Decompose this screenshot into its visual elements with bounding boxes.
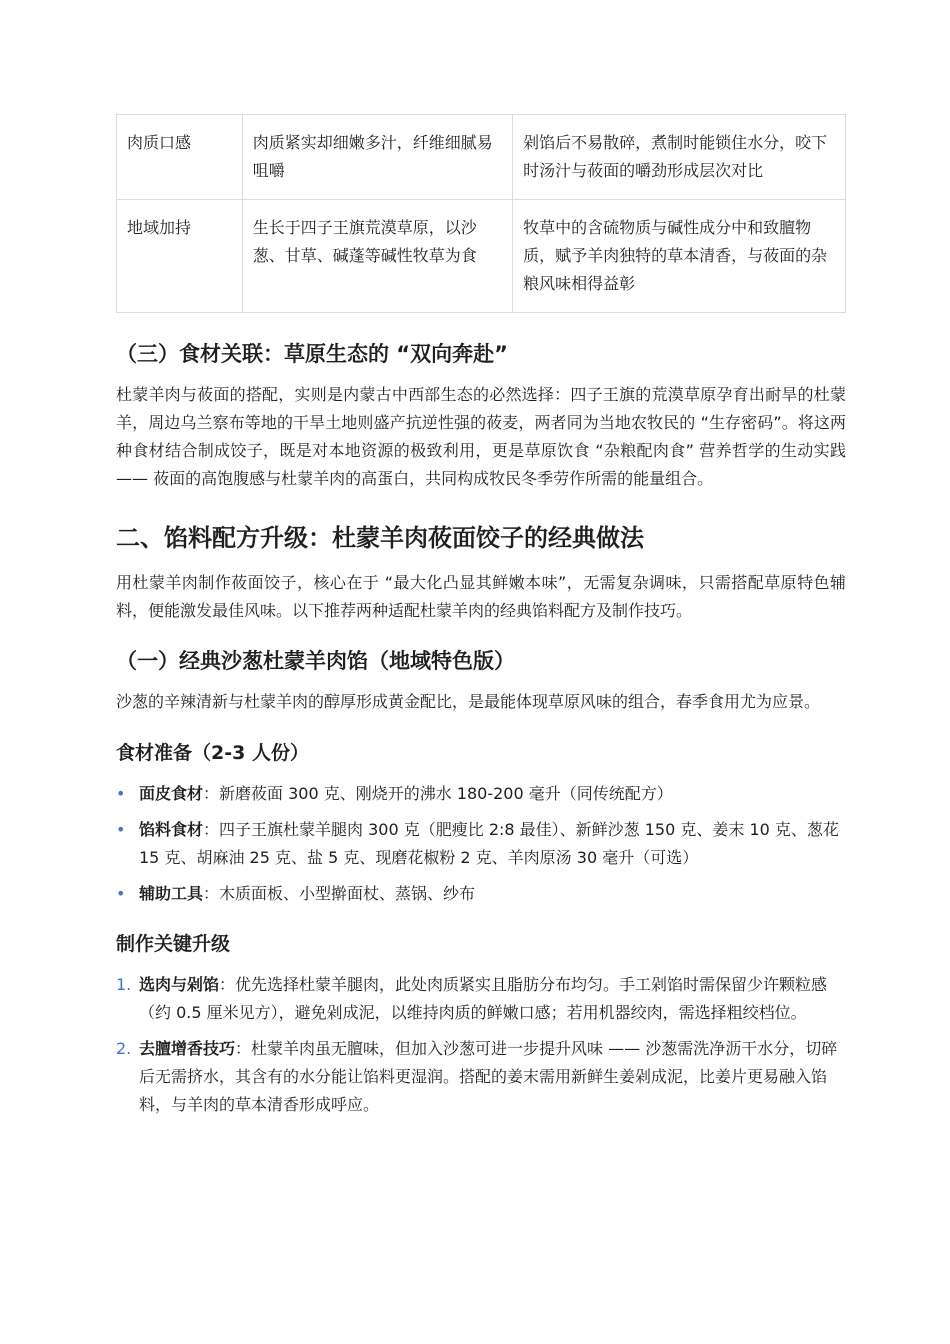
item-label: 面皮食材 (139, 784, 204, 803)
ingredients-list (116, 780, 846, 908)
item-label: 辅助工具 (139, 884, 204, 903)
item-label: 馅料食材 (139, 820, 204, 839)
chapter-body: 用杜蒙羊肉制作莜面饺子，核心在于 “最大化凸显其鲜嫩本味”，无需复杂调味，只需搭配草原特色辅料，便能激发最佳风味。以下推荐两种适配杜蒙羊肉的经典馅料配方及制作技巧。 (116, 573, 846, 620)
list-item (116, 880, 846, 908)
item-text: ：优先选择杜蒙羊腿肉，此处肉质紧实且脂肪分布均匀。手工剁馅时需保留少许颗粒感（约 0.5 厘米见方），避免剁成泥，以维持肉质的鲜嫩口感；若用机器绞肉，需选择粗绞档位。 (139, 975, 828, 1022)
ingredients-heading: 食材准备（2-3 人份） (116, 742, 309, 764)
list-item (116, 780, 846, 808)
step-number: 2. (116, 1039, 132, 1058)
bullet-icon: • (116, 820, 126, 839)
table-cell: 肉质口感 (117, 115, 243, 200)
document-page (116, 114, 846, 1127)
step-number: 1. (116, 975, 132, 994)
steps-list (116, 971, 846, 1119)
table-row (117, 115, 846, 200)
item-label: 去膻增香技巧 (139, 1039, 236, 1058)
chapter-heading: 二、馅料配方升级：杜蒙羊肉莜面饺子的经典做法 (116, 524, 644, 552)
section-body: 杜蒙羊肉与莜面的搭配，实则是内蒙古中西部生态的必然选择：四子王旗的荒漠草原孕育出耐旱的杜蒙羊，周边乌兰察布等地的干旱土地则盛产抗逆性强的莜麦，两者同为当地农牧民的 “生存密码”。将这两种食材结合制成饺子，既是对本地资源的极致利用，更是草原饮食 “杂粮配肉食” 营养哲学的生动实践 —— 莜面的高饱腹感与杜蒙羊肉的高蛋白，共同构成牧民冬季劳作所需的能量组合。 (116, 385, 846, 488)
list-item (116, 816, 846, 872)
steps-heading: 制作关键升级 (116, 933, 231, 955)
recipe-body: 沙葱的辛辣清新与杜蒙羊肉的醇厚形成黄金配比，是最能体现草原风味的组合，春季食用尤为应景。 (116, 692, 821, 711)
item-text: ：杜蒙羊肉虽无膻味，但加入沙葱可进一步提升风味 —— 沙葱需洗净沥干水分，切碎后无需挤水，其含有的水分能让馅料更湿润。搭配的姜末需用新鲜生姜剁成泥，比姜片更易融入馅料，与羊肉的草本清香形成呼应。 (139, 1039, 838, 1114)
table-cell: 生长于四子王旗荒漠草原，以沙葱、甘草、碱蓬等碱性牧草为食 (242, 200, 512, 313)
table-row (117, 200, 846, 313)
comparison-table (116, 114, 846, 313)
bullet-icon: • (116, 884, 126, 903)
item-label: 选肉与剁馅 (139, 975, 220, 994)
item-text: ：新磨莜面 300 克、刚烧开的沸水 180-200 毫升（同传统配方） (203, 784, 673, 803)
bullet-icon: • (116, 784, 126, 803)
table-cell: 剁馅后不易散碎，煮制时能锁住水分，咬下时汤汁与莜面的嚼劲形成层次对比 (513, 115, 846, 200)
table-cell: 牧草中的含硫物质与碱性成分中和致膻物质，赋予羊肉独特的草本清香，与莜面的杂粮风味相得益彰 (513, 200, 846, 313)
table-cell: 肉质紧实却细嫩多汁，纤维细腻易咀嚼 (242, 115, 512, 200)
table-cell: 地域加持 (117, 200, 243, 313)
list-item (116, 1035, 846, 1119)
section-heading: （三）食材关联：草原生态的 “双向奔赴” (116, 342, 508, 366)
list-item (116, 971, 846, 1027)
recipe-heading: （一）经典沙葱杜蒙羊肉馅（地域特色版） (116, 649, 515, 673)
item-text: ：木质面板、小型擀面杖、蒸锅、纱布 (203, 884, 476, 903)
item-text: ：四子王旗杜蒙羊腿肉 300 克（肥瘦比 2:8 最佳）、新鲜沙葱 150 克、姜末 10 克、葱花 15 克、胡麻油 25 克、盐 5 克、现磨花椒粉 2 克、羊肉原汤 30 毫升（可选） (139, 820, 839, 867)
